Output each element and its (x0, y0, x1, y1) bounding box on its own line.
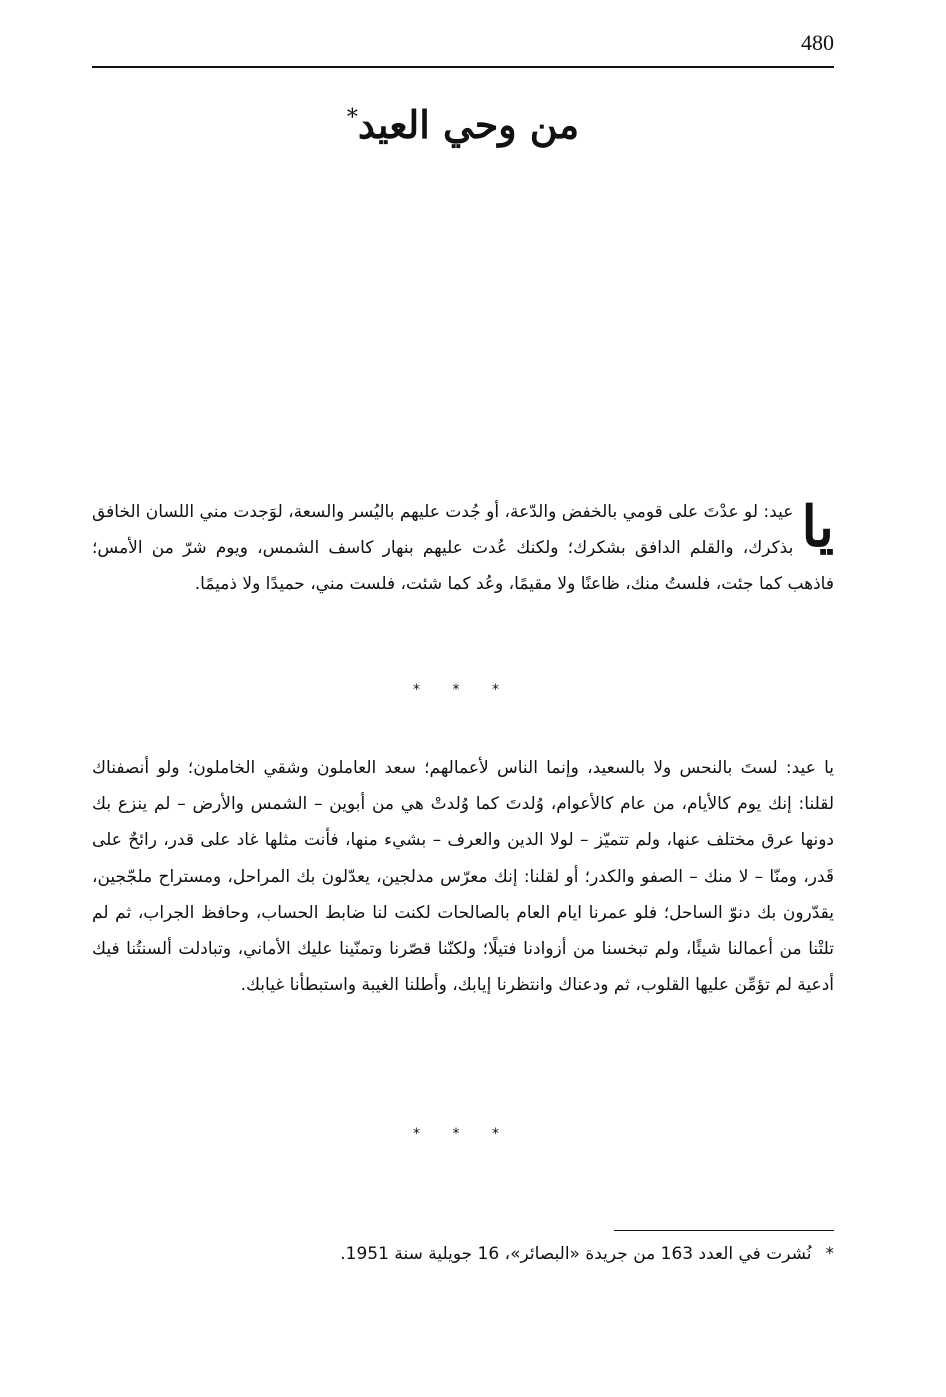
title-text: من وحي العيد (357, 102, 580, 147)
paragraph-1 (92, 494, 834, 603)
footnote-text: نُشرت في العدد 163 من جريدة «البصائر»، 16 جويلية سنة 1951. (340, 1244, 812, 1264)
title-footnote-marker: * (346, 105, 358, 131)
footnote-marker: * (825, 1244, 834, 1264)
paragraph-1-text: عيد: لو عدْتَ على قومي بالخفض والدّعة، أو جُدت عليهم باليُسر والسعة، لوَجدت مني اللسان الخافق بذكرك، والقلم الدافق بشكرك؛ ولكنك عُدت عليهم بنهار كاسف الشمس، ويوم شرّ من الأمس؛ فاذهب كما جئت، فلستُ منك، ظاعنًا ولا مقيمًا، وعُد كما شئت، فلست مني، حميدًا ولا ذميمًا. (92, 502, 834, 595)
footnote (92, 1244, 834, 1264)
paragraph-2 (92, 750, 834, 1003)
section-separator-2: * * * (413, 1126, 513, 1142)
paragraph-2-text: يا عيد: لستَ بالنحس ولا بالسعيد، وإنما الناس لأعمالهم؛ سعد العاملون وشقي الخاملون؛ ولو أنصفناك لقلنا: إنك يوم كالأيام، من عام كالأعوام، وُلدتَ كما وُلدتْ هي من أبوين – الشمس والأرض – لم ينزع بك دونها عرق مختلف عنها، ولم تتميّز – لولا الدين والعرف – بشيء منها، فأنت مثلها غاد على قدر، رائحٌ على قَدر، ومنّا – لا منك – الصفو والكدر؛ أو لقلنا: إنك معرّس مدلجين، يعدّلون بك المراحل، ومستراح ملجّجين، يقدّرون بك دنوّ الساحل؛ فلو عمرنا ايام العام بالصالحات لكنت لنا ضابط الحساب، وحافظ الجراب، ثم لم تلتْنا من أعمالنا شيئًا، ولم تبخسنا من أزوادنا فتيلًا؛ ولكنّنا قصّرنا وتمنّينا عليك الأماني، وتبادلت ألسنتُنا فيك أدعية لم تؤمِّن عليها القلوب، ثم ودعناك وانتظرنا إيابك، وأطلنا الغيبة واستبطأنا غيابك. (92, 758, 834, 996)
footnote-rule (614, 1230, 834, 1231)
page-number: 480 (801, 30, 834, 55)
dropcap: يا (801, 494, 834, 560)
section-separator-1: * * * (413, 682, 513, 698)
page-title (92, 102, 834, 147)
top-rule (92, 66, 834, 68)
